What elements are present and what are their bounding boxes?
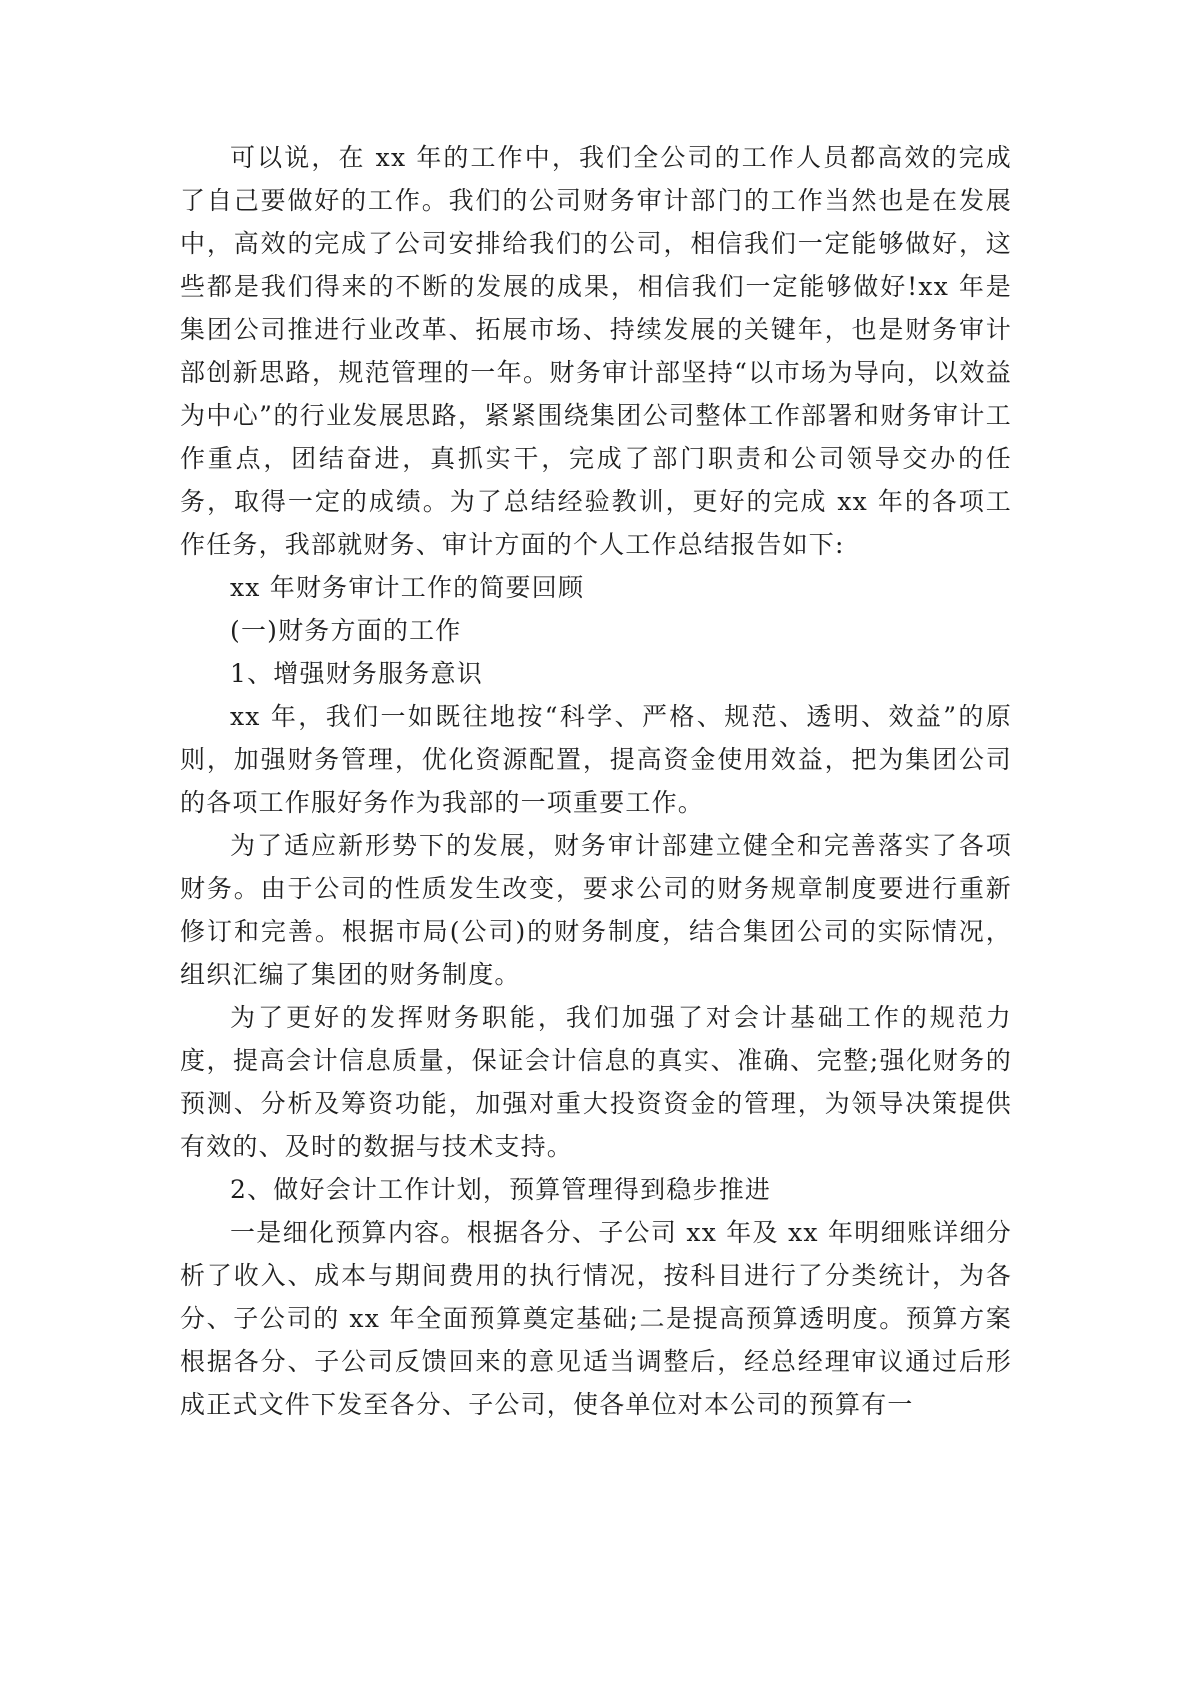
paragraph-intro: 可以说，在 xx 年的工作中，我们全公司的工作人员都高效的完成了自己要做好的工作。我们的公司财务审计部门的工作当然也是在发展中，高效的完成了公司安排给我们的公司，相信我们一定能够做好，这些都是我们得来的不断的发展的成果，相信我们一定能够做好!xx 年是集团公司推进行业改革、拓展市场、持续发展的关键年，也是财务审计部创新思路，规范管理的一年。财务审计部坚持“以市场为导向，以效益为中心”的行业发展思路，紧紧围绕集团公司整体工作部署和财务审计工作重点，团结奋进，真抓实干，完成了部门职责和公司领导交办的任务，取得一定的成绩。为了总结经验教训，更好的完成 xx 年的各项工作任务，我部就财务、审计方面的个人工作总结报告如下: xyxy=(180,143,1012,559)
paragraph-finance-functions: 为了更好的发挥财务职能，我们加强了对会计基础工作的规范力度，提高会计信息质量，保证会计信息的真实、准确、完整;强化财务的预测、分析及筹资功能，加强对重大投资资金的管理，为领导决策提供有效的、及时的数据与技术支持。 xyxy=(180,1003,1012,1161)
item-heading-service-awareness: 1、增强财务服务意识 xyxy=(230,659,483,688)
paragraph-budget-details: 一是细化预算内容。根据各分、子公司 xx 年及 xx 年明细账详细分析了收入、成本与期间费用的执行情况，按科目进行了分类统计，为各分、子公司的 xx 年全面预算奠定基础;二是提高预算透明度。预算方案根据各分、子公司反馈回来的意见适当调整后，经总经理审议通过后形成正式文件下发至各分、子公司，使各单位对本公司的预算有一 xyxy=(180,1218,1012,1419)
document-body xyxy=(180,136,1012,1426)
item-heading-budget-plan: 2、做好会计工作计划，预算管理得到稳步推进 xyxy=(230,1175,772,1204)
paragraph-principles: xx 年，我们一如既往地按“科学、严格、规范、透明、效益”的原则，加强财务管理，优化资源配置，提高资金使用效益，把为集团公司的各项工作服好务作为我部的一项重要工作。 xyxy=(180,702,1012,817)
section-heading-review: xx 年财务审计工作的简要回顾 xyxy=(230,573,585,602)
subsection-heading-finance: (一)财务方面的工作 xyxy=(230,616,462,645)
paragraph-regulations: 为了适应新形势下的发展，财务审计部建立健全和完善落实了各项财务。由于公司的性质发生改变，要求公司的财务规章制度要进行重新修订和完善。根据市局(公司)的财务制度，结合集团公司的实际情况，组织汇编了集团的财务制度。 xyxy=(180,831,1012,989)
